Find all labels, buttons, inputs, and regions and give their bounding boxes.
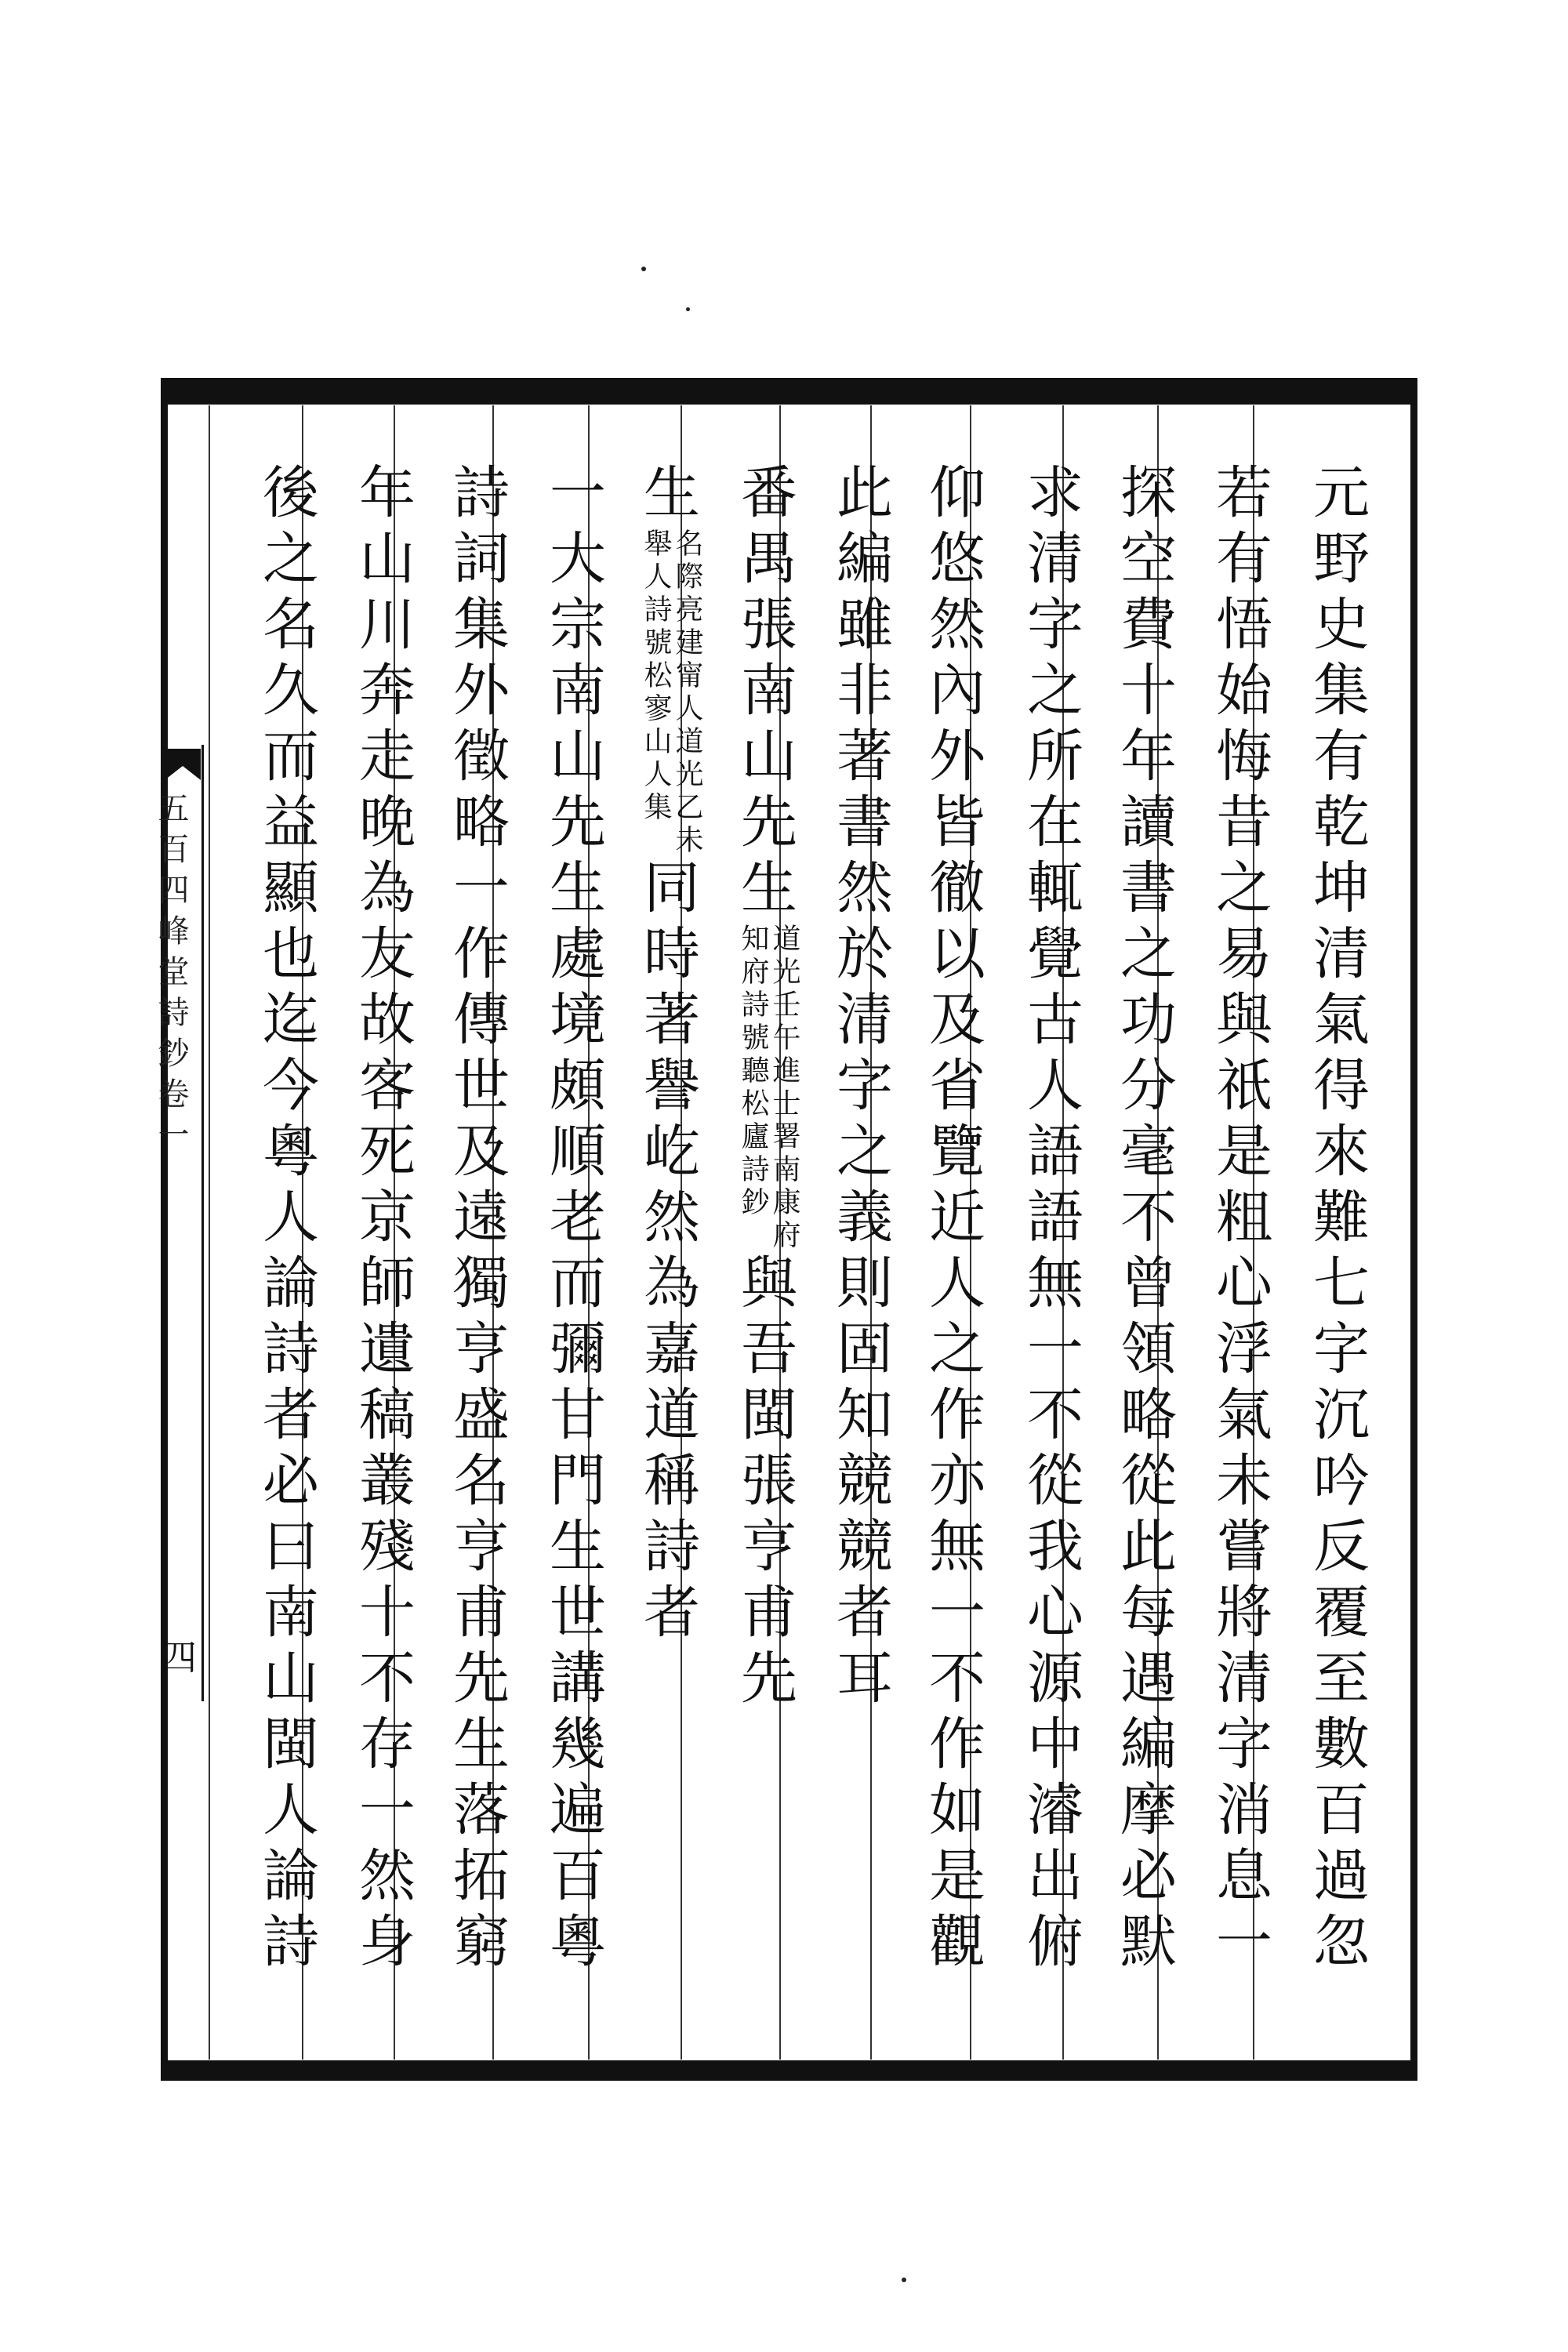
column-main-text: 番禺張南山先生	[731, 463, 797, 924]
page-number: 四	[155, 1639, 198, 1675]
text-column	[632, 463, 702, 2070]
interlinear-note	[640, 528, 702, 858]
column-tail-text: 同時著譽屹然為嘉道稱詩者	[634, 858, 700, 1648]
note-line: 舉人詩號松寥山人集	[640, 528, 672, 825]
note-line: 名際亮建甯人道光乙未	[671, 528, 703, 858]
text-column: 年山川奔走晚為友故客死京師遺稿叢殘十不存一然身	[350, 463, 416, 1977]
note-line: 道光壬午進士署南康府	[768, 924, 800, 1253]
text-column: 若有悟始悔昔之易與祇是粗心浮氣未嘗將清字消息一	[1207, 463, 1272, 1977]
margin-title: 五百四峰堂詩鈔卷一	[153, 792, 189, 1159]
text-column: 探空費十年讀書之功分毫不曾領略從此每遇編摩必默	[1111, 463, 1177, 1977]
speck	[902, 2278, 906, 2282]
text-column: 一大宗南山先生處境頗順老而彌甘門生世講幾遍百粵	[540, 463, 606, 1977]
speck	[641, 267, 646, 271]
note-line: 知府詩號聽松廬詩鈔	[737, 924, 769, 1220]
interlinear-note	[737, 924, 800, 1253]
text-column: 元野史集有乾坤清氣得來難七字沉吟反覆至數百過忽	[1304, 463, 1370, 1977]
text-column: 詩詞集外徵略一作傳世及遠獨亨盛名亨甫先生落拓窮	[444, 463, 510, 1977]
speck	[686, 307, 690, 311]
text-column	[729, 463, 800, 2070]
column-rule	[209, 405, 210, 2060]
text-column: 求清字之所在輒覺古人語語無一不從我心源中濬出俯	[1018, 463, 1083, 1977]
column-tail-text: 與吾閩張亨甫先	[731, 1253, 797, 1714]
text-column: 後之名久而益顯也迄今粵人論詩者必曰南山閩人論詩	[253, 463, 319, 1977]
text-column: 此編雖非著書然於清字之義則固知競競者耳	[827, 463, 893, 1714]
text-column: 仰悠然內外皆徹以及省覽近人之作亦無一不作如是觀	[920, 463, 985, 1977]
column-main-text: 生	[634, 463, 700, 528]
